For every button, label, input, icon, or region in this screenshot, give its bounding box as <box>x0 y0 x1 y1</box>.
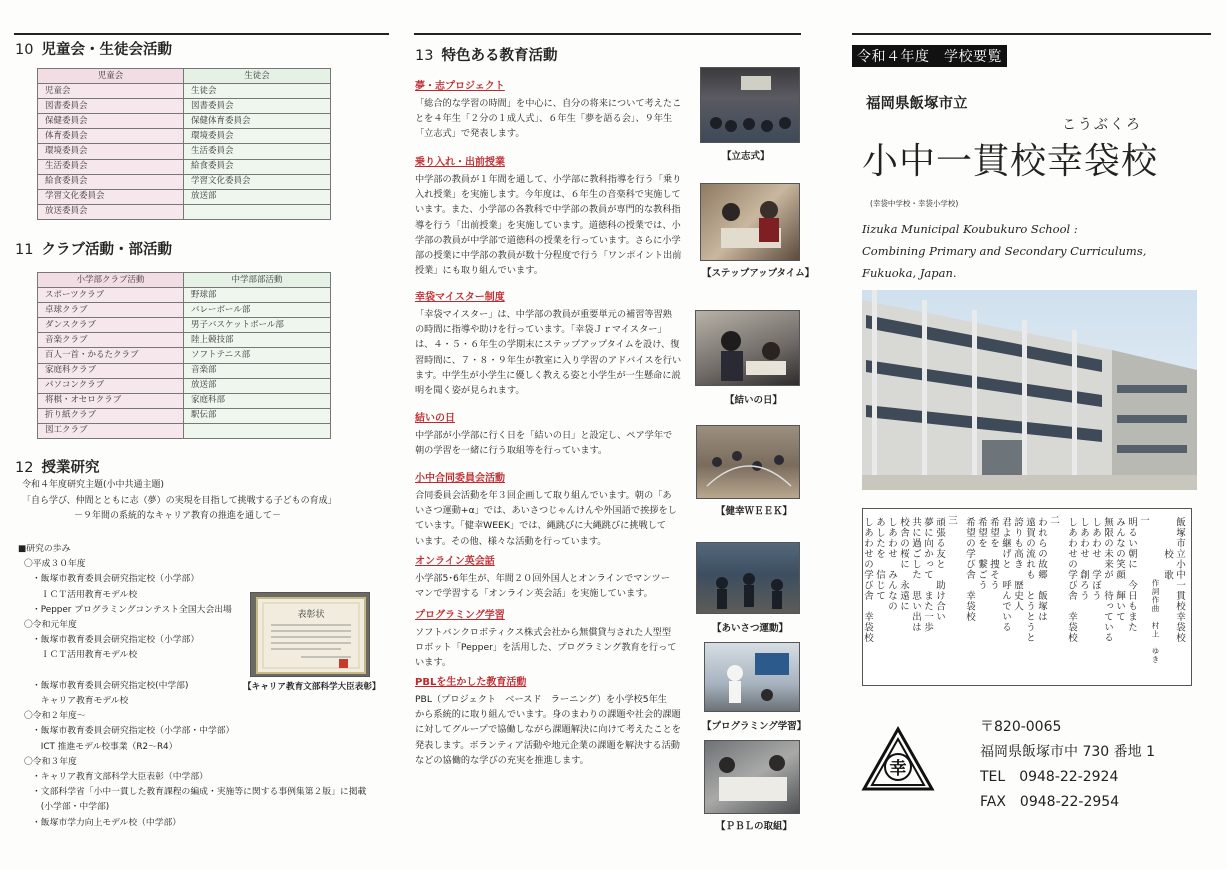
photo-aisatsu <box>696 542 800 614</box>
song-column: しあわせ みんなの <box>886 517 897 612</box>
activity-line: 合同委員会活動を年３回企画して取り組んでいます。朝の「あ <box>415 490 672 501</box>
activity-line: 学部の教員が中学部で道徳科の授業を行っています。さらに小学 <box>415 234 681 246</box>
section-12-heading: 12 授業研究 <box>15 460 100 476</box>
activity-item <box>415 291 681 398</box>
photo-stepup <box>700 183 800 261</box>
table-cell: 学習文化委員会 <box>38 189 184 204</box>
song-column: 君よ継げと 呼んでいる <box>1000 517 1011 633</box>
theme-line: 「自ら学び、仲間とともに志（夢）の実現を目指して挑戦する子どもの育成」 <box>22 495 337 506</box>
club-table-body <box>38 288 331 439</box>
song-column: 作詞作曲 村上 ゆき <box>1151 579 1160 664</box>
caption: 【ＰＢＬの取組】 <box>716 821 793 832</box>
activity-line: は、４・５・６年生の学期末にステップアップタイムを設け、復 <box>415 339 680 351</box>
school-name: 小中一貫校幸袋校 <box>862 141 1159 182</box>
section-10-heading: 10 児童会・生徒会活動 <box>15 42 172 58</box>
song-column: われらの故郷 飯塚は <box>1036 517 1047 622</box>
table-cell: 給食委員会 <box>38 174 184 189</box>
table-header: 中学部部活動 <box>184 273 331 288</box>
song-column: 希望を 繋ごう <box>976 517 987 591</box>
table-row <box>38 333 331 348</box>
activity-line: 導を行う「出前授業」を実施しています。道徳科の授業では、小 <box>415 219 681 231</box>
history-line: (小学部・中学部) <box>32 802 110 813</box>
song-column: 夢に向かって また一歩 <box>922 517 933 633</box>
table-row <box>38 84 331 99</box>
table-cell: 将棋・オセロクラブ <box>38 393 184 408</box>
activity-title: PBLを生かした教育活動 <box>415 677 527 688</box>
table-cell: 学習文化委員会 <box>184 174 331 189</box>
table-row <box>38 288 331 303</box>
table-cell: 給食委員会 <box>184 159 331 174</box>
activity-item <box>415 676 681 768</box>
photo-pbl <box>704 740 800 814</box>
activity-body <box>415 571 670 601</box>
section-11-heading: 11 クラブ活動・部活動 <box>15 242 172 258</box>
activity-line: 部の授業に中学部の教員が数十分程度で行う「ワンポイント出前 <box>415 250 682 262</box>
song-column: 明るい朝に 今日もまた <box>1126 517 1137 633</box>
history-line: ・Pepper プログラミングコンテスト全国大会出場 <box>32 604 232 615</box>
table-header: 生徒会 <box>184 69 331 84</box>
table-cell: パソコンクラブ <box>38 378 184 393</box>
activity-title: 幸袋マイスター制度 <box>415 292 505 303</box>
activity-body <box>415 428 672 458</box>
history-line: キャリア教育モデル校 <box>32 696 129 707</box>
history-line: ・キャリア教育文部科学大臣表彰（中学部） <box>32 772 208 783</box>
table-cell: スポーツクラブ <box>38 288 184 303</box>
activity-line: の時間に指導や助けを行っています。「幸袋Ｊｒマイスター」 <box>415 324 667 336</box>
table-row <box>38 129 331 144</box>
activity-line: います。 <box>415 657 452 669</box>
left-column <box>0 0 400 869</box>
telephone: TEL 0948-22-2924 <box>980 769 1119 785</box>
table-cell: 陸上競技部 <box>184 333 331 348</box>
table-cell: 百人一首・かるたクラブ <box>38 348 184 363</box>
song-column: 校舎の桜に 永遠に <box>898 517 909 612</box>
yui-image <box>696 311 800 386</box>
building-image <box>862 290 1197 490</box>
table-cell: 図工クラブ <box>38 423 184 438</box>
activity-line: 習時間に、７・８・９年生が教室に入り学習のアドバイスを行い <box>415 354 682 366</box>
table-cell: 体育委員会 <box>38 129 184 144</box>
stepup-image <box>701 184 800 261</box>
activity-title: 結いの日 <box>415 413 455 424</box>
table-header: 児童会 <box>38 69 184 84</box>
song-column: しあわせ 学ぼう <box>1090 517 1101 601</box>
fax: FAX 0948-22-2954 <box>980 794 1120 810</box>
table-row <box>38 393 331 408</box>
history-line: ＩＣＴ活用教育モデル校 <box>32 589 138 600</box>
table-cell: 男子バスケットボール部 <box>184 318 331 333</box>
emblem-char: 幸 <box>889 759 907 779</box>
song-column: 三 <box>946 515 957 526</box>
song-column: 遠賀の流れも とうとうと <box>1024 517 1035 643</box>
table-cell: 保健体育委員会 <box>184 114 331 129</box>
table-row <box>38 318 331 333</box>
activity-line: います。その他、様々な活動を行っています。 <box>415 535 607 547</box>
research-theme <box>22 478 337 525</box>
activity-title: プログラミング学習 <box>415 610 505 621</box>
table-cell <box>184 423 331 438</box>
activity-line: 授業」にも取り組んでいます。 <box>415 265 543 277</box>
activity-item <box>415 609 676 671</box>
table-cell: 児童会 <box>38 84 184 99</box>
activity-title: 乗り入れ・出前授業 <box>415 157 505 168</box>
activity-line: ロボット「Pepper」を活用した、プログラミング教育を行って <box>415 642 677 654</box>
activity-body <box>415 96 681 142</box>
table-row <box>38 114 331 129</box>
table-row <box>38 408 331 423</box>
caption: 【プログラミング学習】 <box>702 721 807 732</box>
activity-line: 発表します。ボランティア活動や地元企業の課題を解決する活動 <box>415 739 680 751</box>
english-line: Combining Primary and Secondary Curriculums, <box>862 244 1147 258</box>
table-cell: 環境委員会 <box>184 129 331 144</box>
activity-title: オンライン英会話 <box>415 556 495 567</box>
activity-body <box>415 625 676 671</box>
activity-line: マンで学習する「オンライン英会話」を実施しています。 <box>415 588 653 600</box>
activity-line: 入れ授業」を実施します。今年度は、６年生の音楽科で実施して <box>415 189 681 201</box>
award-title: 表彰状 <box>297 610 325 620</box>
song-column: 無限の未来が 待っている <box>1102 517 1113 643</box>
activity-line: います。また、小学部の各教科で中学部の教員が専門的な教科指 <box>415 204 681 216</box>
school-ruby: こうぶくろ <box>1062 117 1142 133</box>
award-photo <box>250 592 370 677</box>
photo-kenko <box>696 425 800 499</box>
activity-title: 夢・志プロジェクト <box>415 81 505 92</box>
emblem-icon <box>858 725 938 797</box>
table-cell: 放送委員会 <box>38 204 184 219</box>
english-line: Fukuoka, Japan. <box>862 266 957 280</box>
contact-block <box>980 715 1155 815</box>
table-row <box>38 189 331 204</box>
club-table <box>37 272 331 439</box>
activity-body <box>415 692 681 768</box>
table-row <box>38 99 331 114</box>
school-emblem <box>858 725 938 797</box>
table-cell: 野球部 <box>184 288 331 303</box>
history-line: 〇平成３０年度 <box>24 559 86 570</box>
activity-item <box>415 555 670 601</box>
table-cell: 保健委員会 <box>38 114 184 129</box>
table-cell: ダンスクラブ <box>38 318 184 333</box>
table-cell: ソフトテニス部 <box>184 348 331 363</box>
table-row <box>38 144 331 159</box>
right-column <box>840 0 1227 869</box>
song-column: 飯塚市立小中一貫校幸袋校 <box>1174 517 1185 643</box>
activity-line: ます。中学生が小学生に優しく教える姿と小学生が一生懸命に説 <box>415 369 681 381</box>
section-rule <box>852 33 1211 35</box>
song-column: 頑張る友と 助け合い <box>934 517 945 622</box>
section-13-heading: 13 特色ある教育活動 <box>415 48 558 64</box>
history-heading: ■研究の歩み <box>18 544 71 554</box>
activity-line: などの協働的な学びの充実を推進します。 <box>415 754 589 766</box>
council-table <box>37 68 331 220</box>
table-row <box>38 159 331 174</box>
school-sub: (幸袋中学校・幸袋小学校) <box>870 199 959 208</box>
activity-item <box>415 472 677 549</box>
ceremony-image <box>701 68 800 143</box>
table-cell: 生徒会 <box>184 84 331 99</box>
activity-item <box>415 80 681 142</box>
activity-body <box>415 172 681 278</box>
activity-title: 小中合同委員会活動 <box>415 473 505 484</box>
table-cell: 音楽部 <box>184 363 331 378</box>
history-line: ＩＣＴ活用教育モデル校 <box>32 650 138 661</box>
history-line: 〇令和元年度 <box>24 620 77 631</box>
table-row <box>38 303 331 318</box>
certificate-image <box>251 593 370 677</box>
table-row <box>38 348 331 363</box>
song-column: 校 歌 <box>1162 549 1173 581</box>
school-song <box>862 509 1185 685</box>
pbl-image <box>705 741 800 814</box>
activity-line: から系統的に取り組んでいます。身のまわりの課題や社会的課題 <box>415 709 681 721</box>
activity-line: 「総合的な学習の時間」を中心に、自分の将来について考えたこ <box>415 98 682 109</box>
song-column: しあわせ 創ろう <box>1078 517 1089 601</box>
activity-line: 朝の学習を一緒に行う取組等を行っています。 <box>415 445 608 457</box>
table-cell: 生活委員会 <box>38 159 184 174</box>
song-column: あしたを 信じて <box>874 517 885 601</box>
history-line: ・飯塚市教育委員会研究指定校(中学部) <box>32 680 189 691</box>
table-cell: 家庭科部 <box>184 393 331 408</box>
song-column: 二 <box>1048 515 1059 526</box>
english-name <box>862 218 1146 284</box>
song-column: みんなの笑顔 輝いて <box>1114 517 1125 622</box>
caption: 【立志式】 <box>722 151 770 162</box>
table-cell: 環境委員会 <box>38 144 184 159</box>
address: 福岡県飯塚市中 730 番地 1 <box>980 744 1155 760</box>
table-cell: 放送部 <box>184 189 331 204</box>
table-cell: 駅伝部 <box>184 408 331 423</box>
activity-line: PBL（プロジェクト ベースド ラーニング）を小学校5年生 <box>415 694 667 705</box>
history-line: ・飯塚市学力向上モデル校（中学部） <box>32 817 182 828</box>
activity-item <box>415 156 681 278</box>
activity-line: とを４年生「２分の１成人式」、６年生「夢を語る会」、９年生 <box>415 113 673 125</box>
programming-image <box>705 643 800 712</box>
table-cell: 折り紙クラブ <box>38 408 184 423</box>
song-column: 希望を 捜そう <box>988 517 999 591</box>
photo-ceremony <box>700 67 800 143</box>
middle-column <box>400 0 840 869</box>
photo-programming <box>704 642 800 712</box>
history-line: ・飯塚市教育委員会研究指定校（小学部） <box>32 574 200 585</box>
school-building-photo <box>862 290 1197 490</box>
section-rule <box>14 33 389 35</box>
song-column: 共に過ごした 思い出は <box>910 517 921 633</box>
song-column: 誇りも高き 歴史人 <box>1012 517 1023 612</box>
photo-yui <box>695 310 800 386</box>
table-cell: 放送部 <box>184 378 331 393</box>
council-table-body <box>38 84 331 220</box>
activity-line: 中学部の教員が１年間を通して、小学部に教科指導を行う「乗り <box>415 174 682 185</box>
city-label: 福岡県飯塚市立 <box>866 96 968 112</box>
table-cell: 図書委員会 <box>38 99 184 114</box>
table-row <box>38 174 331 189</box>
year-label: 令和４年度 学校要覧 <box>852 45 1007 67</box>
history-line: ・飯塚市教育委員会研究指定校（小学部） <box>32 635 200 646</box>
activity-line: いさつ運動+α」では、あいさつじゃんけんや外国語で挨拶をし <box>415 505 677 517</box>
activity-line: ています。「健幸WEEK」では、縄跳びに大縄跳びに挑戦して <box>415 520 667 532</box>
song-column: 一 <box>1138 515 1149 526</box>
table-row <box>38 378 331 393</box>
award-caption: 【キャリア教育文部科学大臣表彰】 <box>243 682 381 692</box>
theme-line: 令和４年度研究主題(小中共通主題) <box>22 480 165 490</box>
activity-line: 「幸袋マイスター」は、中学部の教員が重要単元の補習等習熟 <box>415 309 672 320</box>
section-rule <box>414 33 801 35</box>
school-song-box <box>862 508 1192 686</box>
activity-line: ソフトバンクロボティクス株式会社から無償貸与された人型型 <box>415 627 672 638</box>
table-cell: 卓球クラブ <box>38 303 184 318</box>
kenko-image <box>697 426 800 499</box>
activity-line: 中学部が小学部に行く日を「結いの日」と設定し、ペア学年で <box>415 430 673 441</box>
history-line: ・文部科学省「小中一貫した教育課程の編成・実施等に関する事例集第２版」に掲載 <box>32 787 367 798</box>
history-line: ICT 推進モデル校事業（R2～R4） <box>32 741 178 752</box>
postal-code: 〒820-0065 <box>980 719 1062 735</box>
caption: 【結いの日】 <box>725 395 783 406</box>
history-line: 〇令和２年度～ <box>24 711 86 722</box>
activity-line: に対してグループで協働しながら課題解決に向けて考えたことを <box>415 724 681 736</box>
caption: 【健幸ＷＥＥＫ】 <box>716 506 793 517</box>
table-cell: 図書委員会 <box>184 99 331 114</box>
history-line: ・飯塚市教育委員会研究指定校（小学部・中学部） <box>32 726 235 737</box>
english-line: Iizuka Municipal Koubukuro School : <box>862 222 1078 236</box>
activity-line: 明を聞く姿が見られます。 <box>415 385 525 397</box>
table-cell: 生活委員会 <box>184 144 331 159</box>
theme-line: －９年間の系統的なキャリア教育の推進を通して－ <box>74 511 282 521</box>
activity-item <box>415 412 672 458</box>
aisatsu-image <box>697 543 800 614</box>
activity-line: 小学部5･6年生が、年間２０回外国人とオンラインでマンツー <box>415 573 670 584</box>
activity-line: 「立志式」で発表します。 <box>415 128 525 140</box>
caption: 【あいさつ運動】 <box>712 623 789 634</box>
song-column: しあわせの学び舎 幸袋校 <box>862 517 873 643</box>
table-cell: 音楽クラブ <box>38 333 184 348</box>
table-cell: バレーボール部 <box>184 303 331 318</box>
song-column: しあわせの学び舎 幸袋校 <box>1066 517 1077 643</box>
table-cell <box>184 204 331 219</box>
table-row <box>38 204 331 219</box>
caption: 【ステップアップタイム】 <box>702 268 815 279</box>
table-header: 小学部クラブ活動 <box>38 273 184 288</box>
history-line: 〇令和３年度 <box>24 756 77 767</box>
table-row <box>38 423 331 438</box>
table-cell: 家庭科クラブ <box>38 363 184 378</box>
activity-body <box>415 488 677 549</box>
activity-body <box>415 307 681 398</box>
song-column: 希望の学び舎 幸袋校 <box>964 517 975 622</box>
table-row <box>38 363 331 378</box>
